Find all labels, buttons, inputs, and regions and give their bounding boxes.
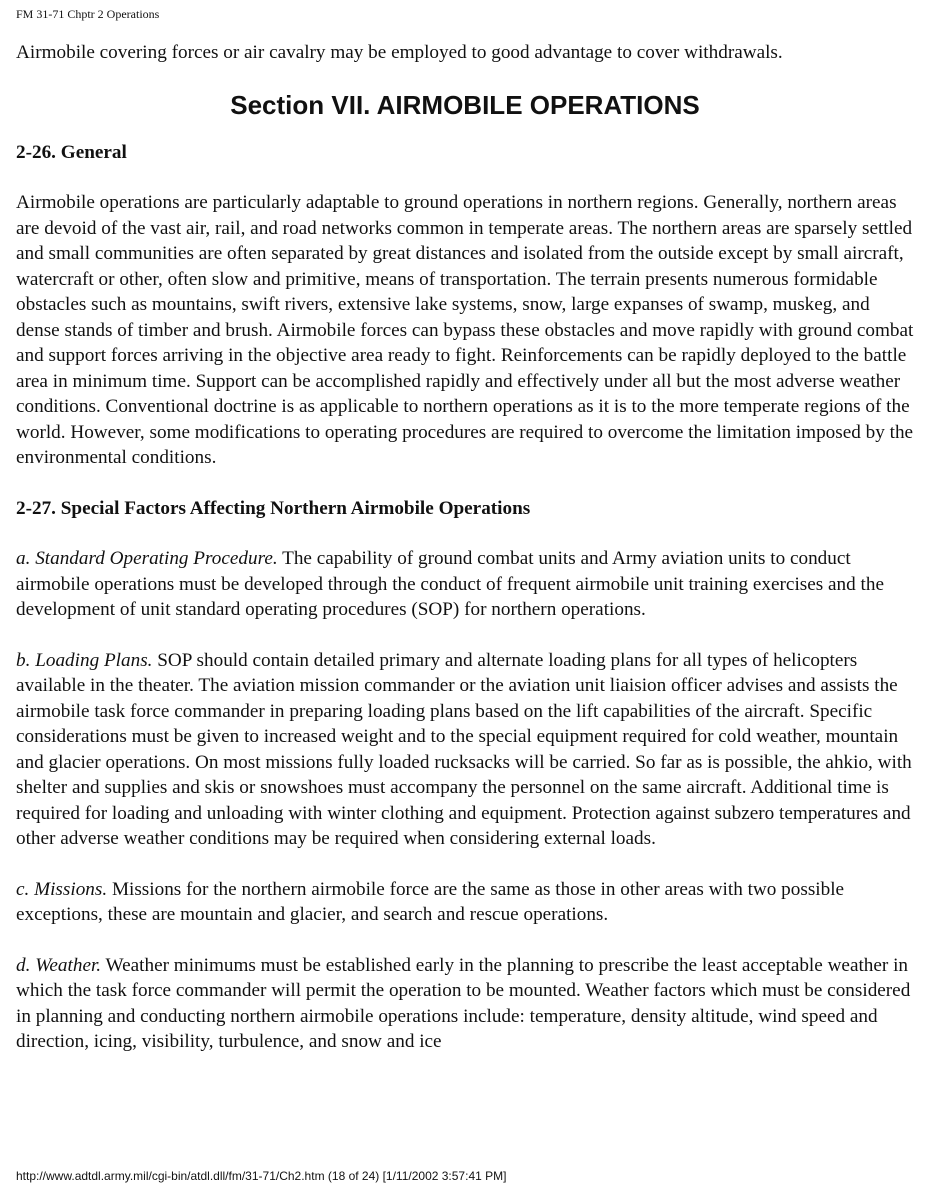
document-body xyxy=(16,40,914,1080)
page-footer-source-url: http://www.adtdl.army.mil/cgi-bin/atdl.dll/fm/31-71/Ch2.htm (18 of 24) [1/11/2002 3:57:41 PM] xyxy=(16,1169,507,1183)
item-d-body: Weather minimums must be established early in the planning to prescribe the least acceptable weather in which the task force commander will permit the operation to be mounted. Weather factors which must be considered in planning and conducting northern airmobile operations include: temperature, density altitude, wind speed and direction, icing, visibility, turbulence, and snow and ice xyxy=(16,954,911,1052)
general-paragraph: Airmobile operations are particularly adaptable to ground operations in northern regions. Generally, northern areas are devoid of the vast air, rail, and road networks common in temperate areas. The northern areas are sparsely settled and small communities are often separated by great distances and isolated from the outside except by small aircraft, watercraft or other, often slow and primitive, means of transportation. The terrain presents numerous formidable obstacles such as mountains, swift rivers, extensive lake systems, snow, large expanses of swamp, muskeg, and dense stands of timber and brush. Airmobile forces can bypass these obstacles and move rapidly with ground combat and support forces arriving in the objective area ready to fight. Reinforcements can be rapidly deployed to the battle area in minimum time. Support can be accomplished rapidly and effectively under all but the most adverse weather conditions. Conventional doctrine is as applicable to northern operations as it is to the more temperate regions of the world. However, some modifications to operating procedures are required to overcome the limitation imposed by the environmental conditions. xyxy=(16,192,914,468)
intro-paragraph: Airmobile covering forces or air cavalry may be employed to good advantage to cover withdrawals. xyxy=(16,42,783,63)
item-c-body: Missions for the northern airmobile force are the same as those in other areas with two possible exceptions, these are mountain and glacier, and search and rescue operations. xyxy=(16,878,845,925)
item-d-weather xyxy=(16,953,914,1055)
item-a-lead: a. Standard Operating Procedure. xyxy=(16,548,278,569)
item-a-body: The capability of ground combat units and Army aviation units to conduct airmobile operations must be developed through the conduct of frequent airmobile unit training exercises and the development of unit standard operating procedures (SOP) for northern operations. xyxy=(16,548,884,620)
item-a-standard-operating-procedure xyxy=(16,546,914,623)
section-title: Section VII. AIRMOBILE OPERATIONS xyxy=(230,89,700,120)
page-running-header: FM 31-71 Chptr 2 Operations xyxy=(16,7,160,21)
heading-2-26-general: 2-26. General xyxy=(16,141,127,163)
item-b-lead: b. Loading Plans. xyxy=(16,649,153,671)
item-d-lead: d. Weather. xyxy=(16,954,102,976)
item-c-lead: c. Missions. xyxy=(16,878,108,900)
item-c-missions xyxy=(16,877,914,928)
heading-2-27-special-factors: 2-27. Special Factors Affecting Northern Airmobile Operations xyxy=(16,497,531,519)
item-b-body: SOP should contain detailed primary and alternate loading plans for all types of helicopters available in the theater. The aviation mission commander or the aviation unit liaision officer advises and assists the airmobile task force commander in preparing loading plans based on the lift capabilities of the aircraft. Specific considerations must be given to increased weight and to the special equipment required for cold weather, mountain and glacier operations. On most missions fully loaded rucksacks will be carried. So far as is possible, the ahkio, with shelter and supplies and skis or snowshoes must accompany the personnel on the same aircraft. Additional time is required for loading and unloading with winter clothing and equipment. Protection against subzero temperatures and other adverse weather conditions may be required when considering external loads. xyxy=(16,649,912,849)
item-b-loading-plans xyxy=(16,648,914,852)
